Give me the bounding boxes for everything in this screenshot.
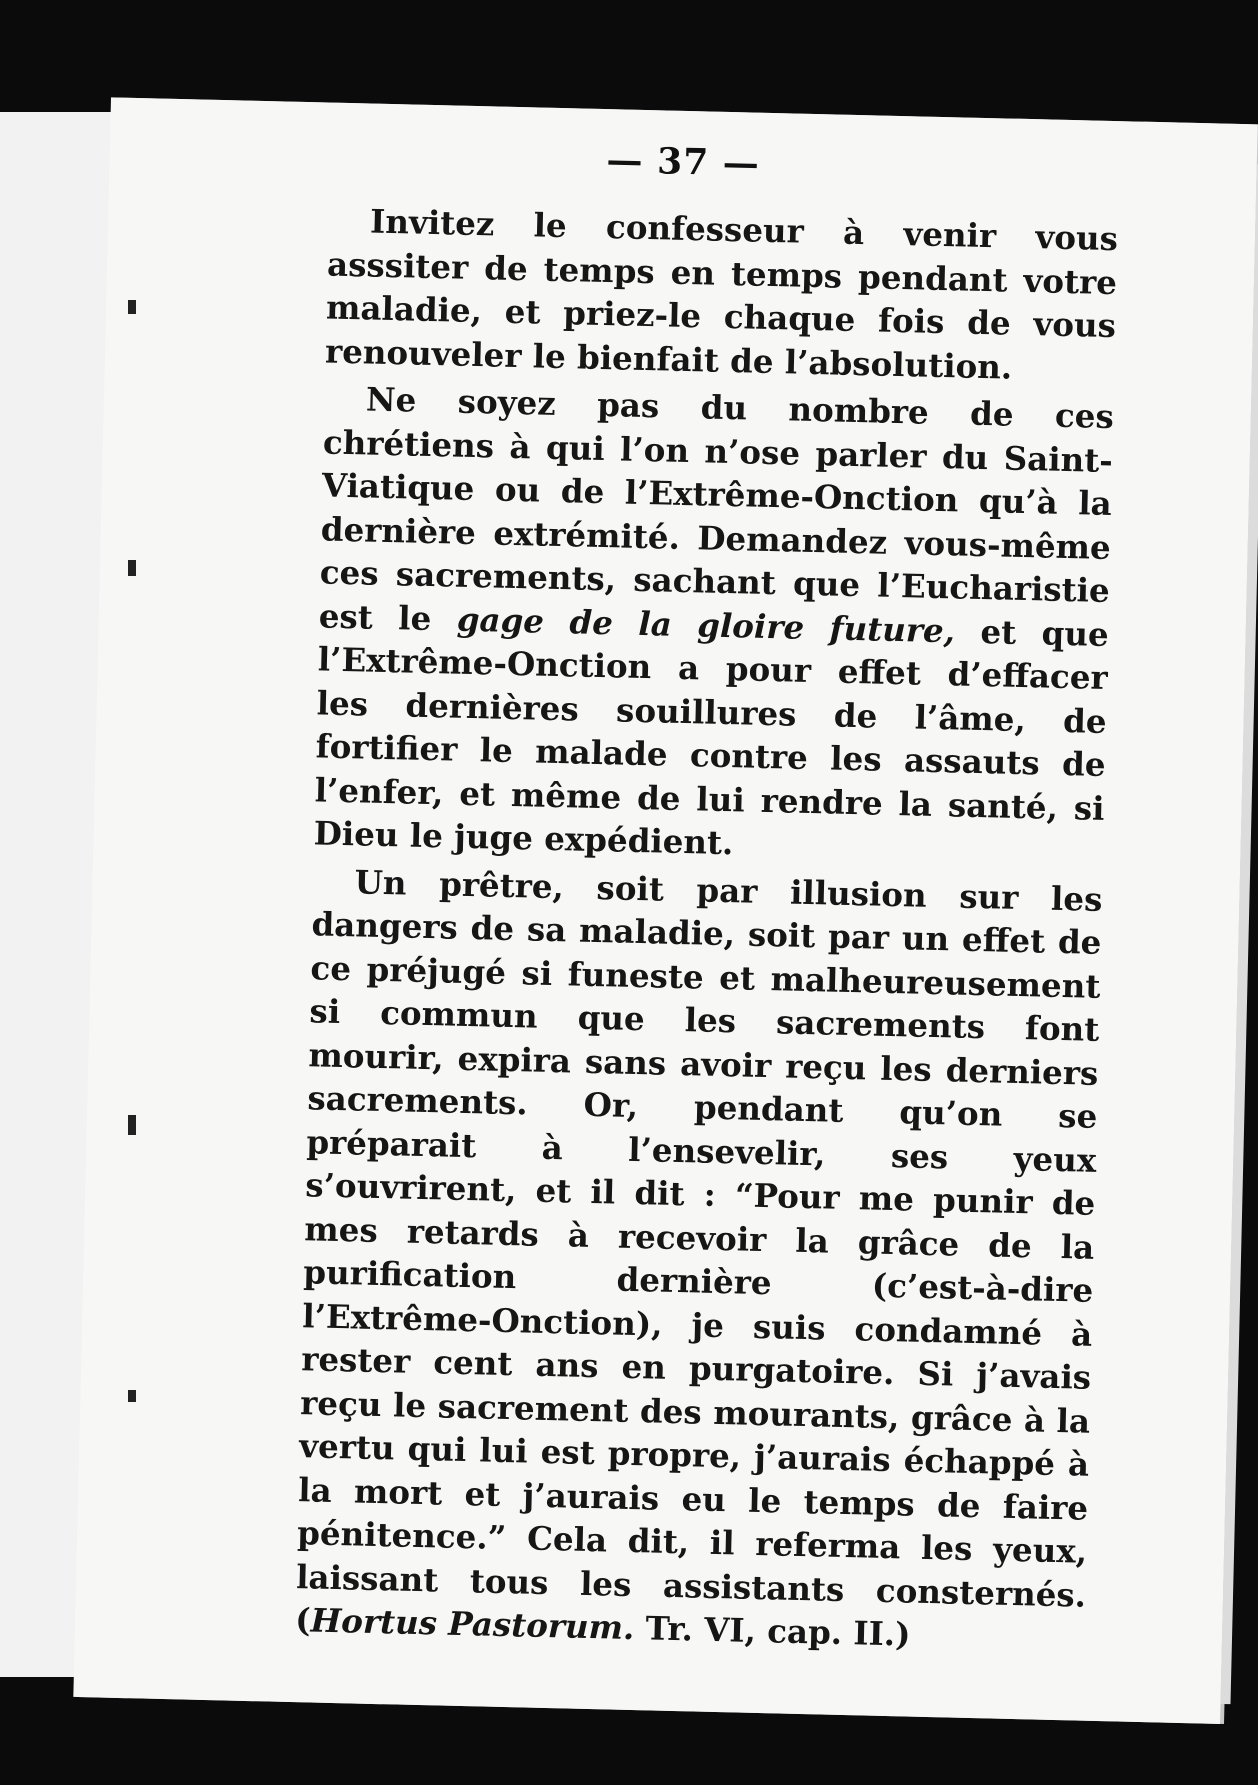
citation-title: Hortus Pastorum. — [310, 1600, 635, 1648]
book-page — [73, 97, 1257, 1724]
paragraph-2-italic-phrase: gage de la gloire future, — [456, 599, 956, 650]
scan-mark — [128, 560, 136, 576]
page-body-text — [295, 199, 1119, 1665]
paragraph-1 — [325, 199, 1119, 392]
paragraph-2 — [313, 376, 1114, 873]
scan-mark — [128, 1115, 136, 1135]
paragraph-1-text: Invitez le confesseur à venir vous asssiter de temps en temps pendant votre maladie, et priez-le chaque fois de vous renouveler le bienfait de l’absolution. — [324, 201, 1119, 387]
scan-mark — [128, 300, 136, 314]
paragraph-3 — [295, 859, 1103, 1660]
paragraph-2-text-start: Ne soyez pas du nombre de ces chrétiens à qui l’on n’ose parler du Saint-Viatique ou de l’Extrême-Onction qu’à la dernière extrémité. Demandez vous-même ces sacrements, sachant que l’Eucharistie est le — [318, 379, 1115, 639]
paragraph-2-text-end: et que l’Extrême-Onction a pour effet d’effacer les dernières souillures de l’âme, de fortifier le malade contre les assauts de l’enfer, et même de lui rendre la santé, si Dieu le juge expédient. — [313, 610, 1110, 863]
citation-reference: Tr. VI, cap. II.) — [633, 1608, 911, 1654]
paragraph-3-text-start: Un prêtre, soit par illusion sur les dangers de sa maladie, soit par un effet de ce préjugé si funeste et malheureusement si commun que les sacrements font mourir, expira sans avoir reçu les derniers sacrements. Or, pendant qu’on se préparait à l’ensevelir, ses yeux s’ouvrirent, et il dit : “Pour me punir de mes retards à recevoir la grâce de la purification dernière (c’est-à-dire l’Extrême-Onction), je suis condamné à rester cent ans en purgatoire. Si j’avais reçu le sacrement des mourants, grâce à la vertu qui lui est propre, j’aurais échappé à la mort et j’aurais eu le temps de faire pénitence.” Cela dit, il referma les yeux, laissant tous les assistants consternés. ( — [294, 861, 1103, 1640]
page-number: — 37 — — [606, 139, 761, 185]
scan-mark — [128, 1390, 136, 1402]
page-edge-shadow — [1220, 164, 1258, 1704]
